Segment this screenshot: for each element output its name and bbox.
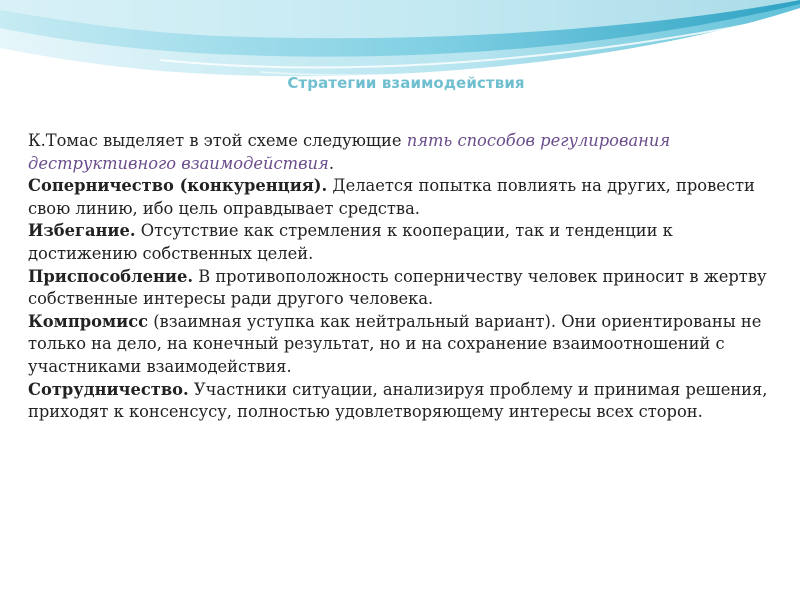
strategy-competition	[28, 175, 768, 220]
strategy-compromise	[28, 311, 768, 379]
strategy-description: Отсутствие как стремления к кооперации, так и тенденции к достижению собственных целей.	[28, 221, 673, 263]
intro-prefix: К.Томас выделяет в этой схеме следующие	[28, 131, 407, 150]
strategy-avoidance	[28, 220, 768, 265]
strategy-term: Компромисс	[28, 311, 149, 331]
strategy-term: Приспособление.	[28, 266, 194, 286]
strategy-collaboration	[28, 379, 768, 424]
slide-body	[28, 130, 768, 424]
strategy-description: Делается попытка повлиять на других, провести свою линию, ибо цель оправдывает средства.	[28, 176, 755, 218]
strategy-term: Избегание.	[28, 221, 136, 241]
intro-highlight: пять способов регулирования деструктивного взаимодействия	[28, 131, 671, 173]
strategy-accommodation	[28, 266, 768, 311]
strategy-description: В противоположность соперничеству человек приносит в жертву собственные интересы ради другого человека.	[28, 266, 767, 309]
strategy-term: Соперничество (конкуренция).	[28, 176, 328, 196]
strategy-term: Сотрудничество.	[28, 379, 189, 399]
intro-paragraph	[28, 130, 768, 175]
intro-suffix: .	[328, 153, 335, 173]
strategy-description: (взаимная уступка как нейтральный вариант). Они ориентированы не только на дело, на конечный результат, но и на сохранение взаимоотношений с участниками взаимодействия.	[28, 311, 762, 376]
slide-title: Стратегии взаимодействия	[287, 74, 525, 92]
strategy-description: Участники ситуации, анализируя проблему и принимая решения, приходят к консенсусу, полностью удовлетворяющему интересы всех сторон.	[28, 379, 768, 422]
